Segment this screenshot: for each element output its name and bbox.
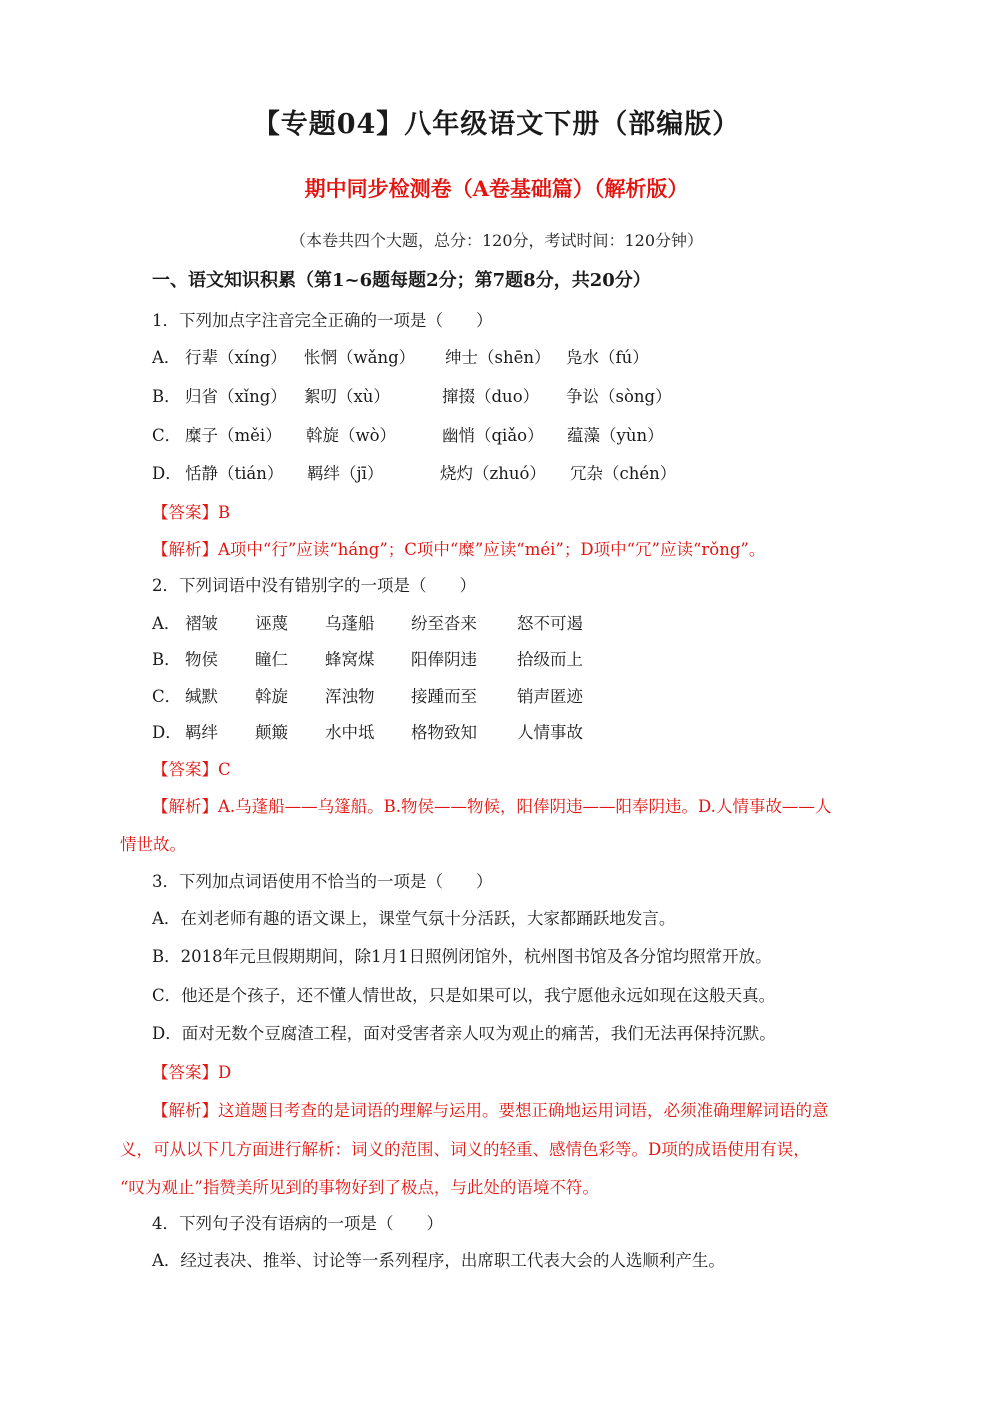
option-label: A． xyxy=(152,614,181,633)
question-1-stem: 1．下列加点字注音完全正确的一项是（ ） xyxy=(152,311,493,330)
option-item: 乌蓬船 xyxy=(325,614,375,633)
option-item: 羁绊 xyxy=(185,723,218,742)
option-item: 行辈（xíng） xyxy=(185,348,287,367)
question-1-analysis: 【解析】A项中“行”应读“háng”；C项中“糜”应读“méi”；D项中“冗”应读“rǒng”。 xyxy=(152,540,766,559)
exam-note: （本卷共四个大题，总分：120分，考试时间：120分钟） xyxy=(289,231,704,250)
section-heading: 一、语文知识积累（第1~6题每题2分；第7题8分，共20分） xyxy=(152,270,651,291)
option-item: 诬蔑 xyxy=(255,614,288,633)
option-item: 归省（xǐng） xyxy=(185,387,287,406)
page-title: 【专题04】八年级语文下册（部编版） xyxy=(252,109,741,140)
question-2-stem: 2．下列词语中没有错别字的一项是（ ） xyxy=(152,576,476,595)
option-item: 浑浊物 xyxy=(325,687,375,706)
option-item: 怅惘（wǎng） xyxy=(304,348,416,367)
question-4-option-a: A．经过表决、推举、讨论等一系列程序，出席职工代表大会的人选顺利产生。 xyxy=(152,1251,725,1270)
option-label: B． xyxy=(152,387,181,406)
option-item: 冗杂（chén） xyxy=(570,464,677,483)
option-item: 水中坻 xyxy=(325,723,375,742)
option-item: 争讼（sòng） xyxy=(566,387,672,406)
option-item: 纷至沓来 xyxy=(411,614,477,633)
option-item: 物侯 xyxy=(185,650,218,669)
option-item: 绅士（shēn） xyxy=(445,348,551,367)
option-item: 羁绊（jī） xyxy=(307,464,384,483)
option-item: 拾级而上 xyxy=(517,650,583,669)
question-1-answer: 【答案】B xyxy=(152,503,231,522)
question-3-option-c: C．他还是个孩子，还不懂人情世故，只是如果可以，我宁愿他永远如现在这般天真。 xyxy=(152,986,776,1005)
option-label: C． xyxy=(152,426,182,445)
option-label: B． xyxy=(152,650,181,669)
question-3-option-b: B．2018年元旦假期期间，除1月1日照例闭馆外，杭州图书馆及各分馆均照常开放。 xyxy=(152,947,772,966)
option-item: 恬静（tián） xyxy=(185,464,284,483)
option-item: 缄默 xyxy=(185,687,218,706)
option-item: 蕴藻（yùn） xyxy=(567,426,664,445)
question-3-stem: 3．下列加点词语使用不恰当的一项是（ ） xyxy=(152,872,493,891)
option-label: C． xyxy=(152,687,182,706)
option-label: D． xyxy=(152,464,182,483)
option-item: 凫水（fú） xyxy=(566,348,649,367)
option-item: 絮叨（xù） xyxy=(304,387,390,406)
option-item: 褶皱 xyxy=(185,614,218,633)
option-item: 格物致知 xyxy=(411,723,477,742)
option-item: 颠簸 xyxy=(255,723,288,742)
option-item: 幽悄（qiǎo） xyxy=(442,426,544,445)
option-item: 斡旋 xyxy=(255,687,288,706)
option-label: D． xyxy=(152,723,182,742)
question-3-option-d: D．面对无数个豆腐渣工程，面对受害者亲人叹为观止的痛苦，我们无法再保持沉默。 xyxy=(152,1024,776,1043)
question-2-answer: 【答案】C xyxy=(152,760,231,779)
question-2-analysis-line-1: 【解析】A.乌蓬船——乌篷船。B.物侯——物候，阳俸阴违——阳奉阴违。D.人情事故——人 xyxy=(152,797,832,816)
option-item: 人情事故 xyxy=(517,723,583,742)
option-item: 撺掇（duo） xyxy=(442,387,540,406)
question-2-analysis-line-2: 情世故。 xyxy=(120,835,186,854)
option-item: 糜子（měi） xyxy=(185,426,282,445)
question-4-stem: 4．下列句子没有语病的一项是（ ） xyxy=(152,1214,443,1233)
page-subtitle: 期中同步检测卷（A卷基础篇）（解析版） xyxy=(304,176,689,201)
option-item: 斡旋（wò） xyxy=(306,426,397,445)
question-3-analysis-line-2: 义，可从以下几方面进行解析：词义的范围、词义的轻重、感情色彩等。D项的成语使用有误， xyxy=(120,1140,810,1159)
option-item: 瞳仁 xyxy=(255,650,288,669)
option-item: 接踵而至 xyxy=(411,687,477,706)
question-3-analysis-line-1: 【解析】这道题目考查的是词语的理解与运用。要想正确地运用词语，必须准确理解词语的意 xyxy=(152,1101,829,1120)
option-label: A． xyxy=(152,348,181,367)
question-3-option-a: A．在刘老师有趣的语文课上，课堂气氛十分活跃，大家都踊跃地发言。 xyxy=(152,909,676,928)
question-3-analysis-line-3: “叹为观止”指赞美所见到的事物好到了极点，与此处的语境不符。 xyxy=(120,1178,599,1197)
option-item: 怒不可遏 xyxy=(517,614,583,633)
option-item: 烧灼（zhuó） xyxy=(440,464,546,483)
question-3-answer: 【答案】D xyxy=(152,1063,232,1082)
option-item: 阳俸阴违 xyxy=(411,650,477,669)
option-item: 蜂窝煤 xyxy=(325,650,375,669)
option-item: 销声匿迹 xyxy=(517,687,583,706)
